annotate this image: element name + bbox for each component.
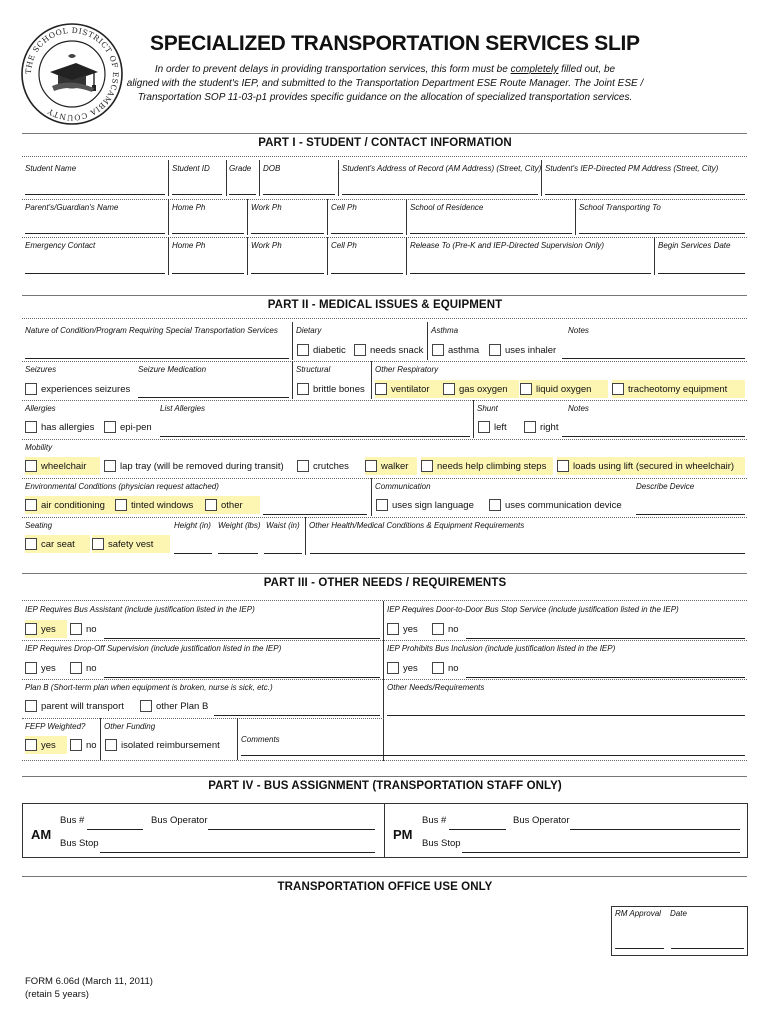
label-other-health: Other Health/Medical Conditions & Equipment Requirements	[309, 521, 525, 530]
checkbox-has-allergies[interactable]: has allergies	[25, 418, 94, 436]
checkbox-asthma[interactable]: asthma	[432, 341, 479, 359]
checkbox-dropoff-yes[interactable]: yes	[25, 659, 56, 677]
field-begin-date[interactable]	[658, 273, 745, 274]
part2-title: PART II - MEDICAL ISSUES & EQUIPMENT	[267, 299, 503, 311]
label-grade: Grade	[229, 164, 252, 173]
field-am-address[interactable]	[342, 194, 538, 195]
label-weight: Weight (lbs)	[218, 521, 261, 530]
field-emergency-contact[interactable]	[25, 273, 165, 274]
checkbox-air-conditioning[interactable]: air conditioning	[25, 496, 115, 514]
field-pm-bus-stop[interactable]	[462, 852, 740, 853]
office-title: TRANSPORTATION OFFICE USE ONLY	[277, 881, 493, 893]
checkbox-liquid-oxygen[interactable]: liquid oxygen	[520, 380, 608, 398]
checkbox-prohibits-no[interactable]: no	[432, 659, 459, 677]
label-school-residence: School of Residence	[410, 203, 484, 212]
label-am-bus-stop: Bus Stop	[60, 838, 99, 849]
checkbox-prohibits-yes[interactable]: yes	[387, 659, 418, 677]
label-seizures: Seizures	[25, 365, 57, 374]
part1-title: PART I - STUDENT / CONTACT INFORMATION	[258, 137, 512, 149]
field-door-to-door-justification[interactable]	[466, 638, 745, 639]
pm-label: PM	[393, 827, 413, 842]
field-release-to[interactable]	[410, 273, 651, 274]
field-nature[interactable]	[25, 358, 289, 359]
label-shunt: Shunt	[477, 404, 498, 413]
label-notes-2: Notes	[568, 404, 589, 413]
field-school-transporting[interactable]	[579, 233, 745, 234]
field-other-health[interactable]	[310, 553, 745, 554]
label-date: Date	[670, 909, 687, 918]
label-fefp-weighted: FEFP Weighted?	[25, 722, 86, 731]
label-height: Height (in)	[174, 521, 211, 530]
field-pm-bus-operator[interactable]	[570, 829, 740, 830]
label-rm-approval: RM Approval	[615, 909, 661, 918]
field-plan-b[interactable]	[214, 715, 380, 716]
field-dob[interactable]	[263, 194, 335, 195]
label-door-to-door: IEP Requires Door-to-Door Bus Stop Service (include justification listed in the IEP)	[387, 605, 679, 614]
checkbox-isolated-reimbursement[interactable]: isolated reimbursement	[105, 736, 220, 754]
checkbox-uses-inhaler[interactable]: uses inhaler	[489, 341, 556, 359]
label-dietary: Dietary	[296, 326, 322, 335]
field-student-id[interactable]	[172, 194, 222, 195]
checkbox-communication-device[interactable]: uses communication device	[489, 496, 622, 514]
label-am-bus-num: Bus #	[60, 815, 85, 826]
label-comments: Comments	[241, 735, 280, 744]
label-cell-ph-2: Cell Ph	[331, 241, 357, 250]
label-seating: Seating	[25, 521, 53, 530]
checkbox-car-seat[interactable]: car seat	[25, 535, 90, 553]
label-seizure-medication: Seizure Medication	[138, 365, 207, 374]
checkbox-dropoff-no[interactable]: no	[70, 659, 97, 677]
bus-assignment-box	[22, 803, 748, 858]
checkbox-brittle-bones[interactable]: brittle bones	[297, 380, 365, 398]
label-allergies: Allergies	[25, 404, 56, 413]
field-work-ph[interactable]	[251, 233, 324, 234]
label-list-allergies: List Allergies	[160, 404, 206, 413]
label-release-to: Release To (Pre-K and IEP-Directed Supervision Only)	[410, 241, 605, 250]
field-env-other[interactable]	[263, 514, 367, 515]
field-am-bus-stop[interactable]	[100, 852, 375, 853]
label-other-funding: Other Funding	[104, 722, 156, 731]
checkbox-parent-transport[interactable]: parent will transport	[25, 697, 124, 715]
label-waist: Waist (in)	[266, 521, 300, 530]
checkbox-lap-tray[interactable]: lap tray (will be removed during transit)	[104, 457, 284, 475]
checkbox-safety-vest[interactable]: safety vest	[92, 535, 170, 553]
label-communication: Communication	[375, 482, 431, 491]
label-cell-ph: Cell Ph	[331, 203, 357, 212]
label-pm-address: Student's IEP-Directed PM Address (Street, City)	[545, 164, 719, 173]
label-environmental: Environmental Conditions (physician request attached)	[25, 482, 219, 491]
checkbox-loads-using-lift[interactable]: loads using lift (secured in wheelchair)	[557, 457, 745, 475]
field-parent-name[interactable]	[25, 233, 165, 234]
checkbox-bus-assistant-no[interactable]: no	[70, 620, 97, 638]
field-weight[interactable]	[218, 553, 258, 554]
checkbox-bus-assistant-yes[interactable]: yes	[25, 620, 67, 638]
label-dropoff-supervision: IEP Requires Drop-Off Supervision (include justification listed in the IEP)	[25, 644, 282, 653]
label-asthma: Asthma	[431, 326, 459, 335]
checkbox-door-to-door-yes[interactable]: yes	[387, 620, 418, 638]
field-am-bus-num[interactable]	[87, 829, 143, 830]
field-am-bus-operator[interactable]	[208, 829, 375, 830]
checkbox-crutches[interactable]: crutches	[297, 457, 349, 475]
field-comments[interactable]	[241, 755, 745, 756]
label-plan-b: Plan B (Short-term plan when equipment is broken, nurse is sick, etc.)	[25, 683, 273, 692]
svg-text:THE SCHOOL DISTRICT OF ESCAMBI: THE SCHOOL DISTRICT OF ESCAMBIA COUNTY	[23, 25, 121, 123]
checkbox-epi-pen[interactable]: epi-pen	[104, 418, 152, 436]
field-prohibits-justification[interactable]	[466, 677, 745, 678]
label-pm-bus-operator: Bus Operator	[513, 815, 570, 826]
checkbox-door-to-door-no[interactable]: no	[432, 620, 459, 638]
field-cell-ph[interactable]	[331, 233, 403, 234]
label-begin-date: Begin Services Date	[658, 241, 731, 250]
field-describe-device[interactable]	[636, 514, 745, 515]
checkbox-tracheotomy[interactable]: tracheotomy equipment	[612, 380, 745, 398]
checkbox-env-other[interactable]: other	[205, 496, 260, 514]
label-nature: Nature of Condition/Program Requiring Special Transportation Services	[25, 326, 278, 335]
field-student-name[interactable]	[25, 194, 165, 195]
checkbox-sign-language[interactable]: uses sign language	[376, 496, 474, 514]
form-title: SPECIALIZED TRANSPORTATION SERVICES SLIP	[150, 32, 640, 55]
checkbox-wheelchair[interactable]: wheelchair	[25, 457, 100, 475]
field-list-allergies[interactable]	[160, 436, 470, 437]
checkbox-walker[interactable]: walker	[365, 457, 417, 475]
field-home-ph-2[interactable]	[172, 273, 244, 274]
field-pm-address[interactable]	[545, 194, 745, 195]
label-student-id: Student ID	[172, 164, 210, 173]
form-number: FORM 6.06d (March 11, 2011)	[25, 976, 153, 987]
label-work-ph: Work Ph	[251, 203, 282, 212]
part3-title: PART III - OTHER NEEDS / REQUIREMENTS	[263, 577, 507, 589]
label-notes: Notes	[568, 326, 589, 335]
field-pm-bus-num[interactable]	[449, 829, 506, 830]
label-describe-device: Describe Device	[636, 482, 695, 491]
label-structural: Structural	[296, 365, 331, 374]
field-rm-approval[interactable]	[615, 948, 664, 949]
field-school-residence[interactable]	[410, 233, 572, 234]
label-dob: DOB	[263, 164, 281, 173]
field-bus-assistant-justification[interactable]	[104, 638, 380, 639]
checkbox-shunt-left[interactable]: left	[478, 418, 507, 436]
checkbox-fefp-no[interactable]: no	[70, 736, 97, 754]
retention-note: (retain 5 years)	[25, 989, 89, 1000]
label-home-ph: Home Ph	[172, 203, 206, 212]
checkbox-climbing-steps[interactable]: needs help climbing steps	[421, 457, 553, 475]
label-pm-bus-num: Bus #	[422, 815, 447, 826]
checkbox-tinted-windows[interactable]: tinted windows	[115, 496, 205, 514]
am-label: AM	[31, 827, 52, 842]
field-other-needs[interactable]	[387, 715, 745, 716]
field-work-ph-2[interactable]	[251, 273, 324, 274]
field-dropoff-justification[interactable]	[104, 677, 380, 678]
field-home-ph[interactable]	[172, 233, 244, 234]
label-am-address: Student's Address of Record (AM Address) (Street, City)	[342, 164, 542, 173]
label-school-transporting: School Transporting To	[579, 203, 661, 212]
label-other-needs: Other Needs/Requirements	[387, 683, 485, 692]
field-seizure-medication[interactable]	[138, 397, 289, 398]
label-emergency-contact: Emergency Contact	[25, 241, 96, 250]
checkbox-diabetic[interactable]: diabetic	[297, 341, 346, 359]
checkbox-ventilator[interactable]: ventilator	[375, 380, 445, 398]
checkbox-other-plan-b[interactable]: other Plan B	[140, 697, 208, 715]
field-asthma-notes[interactable]	[562, 358, 745, 359]
checkbox-needs-snack[interactable]: needs snack	[354, 341, 423, 359]
field-grade[interactable]	[229, 194, 256, 195]
label-home-ph-2: Home Ph	[172, 241, 206, 250]
label-pm-bus-stop: Bus Stop	[422, 838, 461, 849]
label-work-ph-2: Work Ph	[251, 241, 282, 250]
label-am-bus-operator: Bus Operator	[151, 815, 208, 826]
label-mobility: Mobility	[25, 443, 53, 452]
checkbox-fefp-yes[interactable]: yes	[25, 736, 67, 754]
field-height[interactable]	[174, 553, 212, 554]
intro-text: In order to prevent delays in providing transportation services, this form must be completely filled out, be aligned with the student's IEP, and submitted to the Transportation Department ESE Route Manager. The Joint ESE / Transportation SOP 11-03-p1 provides specific guidance on the allocation of specialized transportation services.	[126, 64, 644, 103]
label-prohibits-inclusion: IEP Prohibits Bus Inclusion (include justification listed in the IEP)	[387, 644, 616, 653]
checkbox-experiences-seizures[interactable]: experiences seizures	[25, 380, 130, 398]
field-cell-ph-2[interactable]	[331, 273, 403, 274]
field-waist[interactable]	[264, 553, 302, 554]
field-date[interactable]	[671, 948, 744, 949]
label-bus-assistant: IEP Requires Bus Assistant (include justification listed in the IEP)	[25, 605, 255, 614]
label-other-respiratory: Other Respiratory	[375, 365, 439, 374]
part4-title: PART IV - BUS ASSIGNMENT (TRANSPORTATION STAFF ONLY)	[208, 780, 562, 792]
label-student-name: Student Name	[25, 164, 77, 173]
field-shunt-notes[interactable]	[562, 436, 745, 437]
checkbox-gas-oxygen[interactable]: gas oxygen	[443, 380, 519, 398]
label-parent-name: Parent's/Guardian's Name	[25, 203, 119, 212]
checkbox-shunt-right[interactable]: right	[524, 418, 558, 436]
